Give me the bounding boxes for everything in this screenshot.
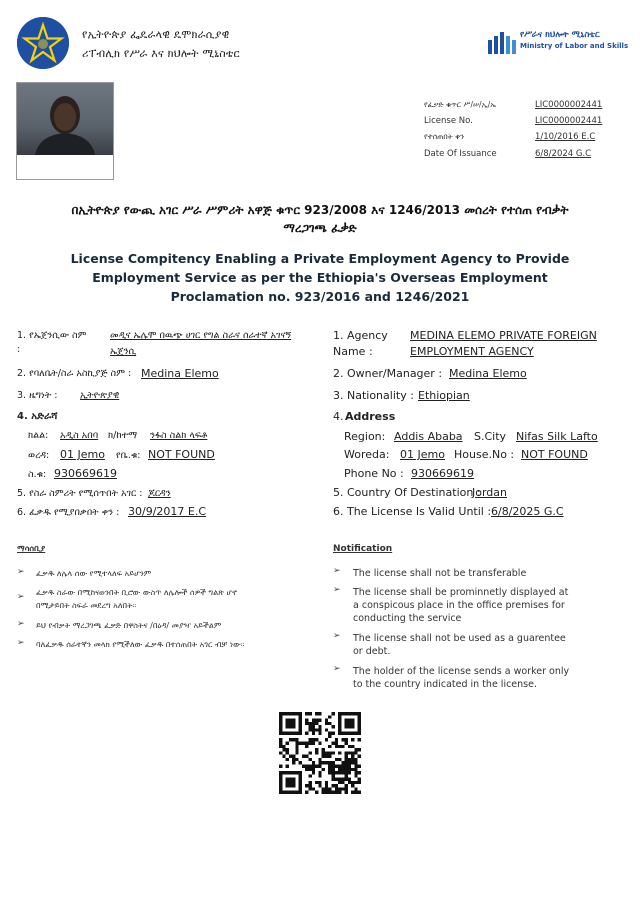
owner-value-am: Medina Elemo <box>141 367 219 380</box>
subcity-value: Nifas Silk Lafto <box>516 430 598 443</box>
note-am-4: ባለፈቃዱ ሰራተኛን መላክ የሚችለው ፈቃዱ በተሰጠበት አገር ብቻ ነው። <box>36 640 245 649</box>
phone-value-am: 930669619 <box>54 467 117 480</box>
region-label: Region: <box>344 430 386 443</box>
notes-heading: Notification <box>333 544 393 554</box>
bullet-arrow-icon: ➢ <box>17 592 25 602</box>
valid-until-value: 6/8/2025 G.C <box>491 505 564 518</box>
issue-date-label: Date Of Issuance <box>424 149 497 159</box>
nationality-value-am: ኢትዮጵያዊ <box>80 390 120 401</box>
note-3-line1: The license shall not be used as a guarentee <box>353 633 566 644</box>
title-en-line3: Proclamation no. 923/2016 and 1246/2021 <box>170 289 470 304</box>
title-am-line2: ማረጋገጫ ፈቃድ <box>283 221 357 235</box>
ministry-logo-text <box>520 30 628 52</box>
note-am-1: ፈቃዱ ለሌላ ሰው የሚተላለፍ አይሆንም <box>36 569 152 578</box>
bullet-arrow-icon: ➢ <box>333 585 341 595</box>
qr-code <box>279 712 361 794</box>
agency-name-value-2: EMPLOYMENT AGENCY <box>410 345 534 358</box>
region-value: Addis Ababa <box>394 430 463 443</box>
bullet-arrow-icon: ➢ <box>17 567 25 577</box>
address-label: Address <box>345 410 396 423</box>
note-2-line2: a conspicous place in the office premises for <box>353 600 565 611</box>
woreda-value: 01 Jemo <box>400 448 445 461</box>
house-value-am: NOT FOUND <box>148 448 215 461</box>
region-label-am: ክልል: <box>28 430 49 441</box>
notes-heading-am: ማሳሰቢያ <box>17 544 46 553</box>
note-am-2-line2: በሚታይበት ስፍራ መደረግ አለበት። <box>36 601 137 610</box>
owner-value: Medina Elemo <box>449 367 527 380</box>
logo-text-am: የሥራና ክህሎት ሚኒስቴር <box>520 30 600 40</box>
valid-until-label: 6. The License Is Valid Until : <box>333 505 492 518</box>
issue-date-value: 6/8/2024 G.C <box>535 149 592 159</box>
holder-photo <box>16 82 114 180</box>
phone-value: 930669619 <box>411 467 474 480</box>
title-en-line2: Employment Service as per the Ethiopia's Overseas Employment <box>92 270 548 285</box>
woreda-value-am: 01 Jemo <box>60 448 105 461</box>
subcity-label-am: ክ/ከተማ <box>108 430 138 441</box>
license-no-label-am: የፈቃድ ቁጥር ሥ/ሠ/ኢ/ኤ <box>424 100 496 109</box>
bullet-arrow-icon: ➢ <box>17 638 25 648</box>
logo-text-en: Ministry of Labor and Skills <box>520 42 629 50</box>
agency-name-value-am-1: መዲና ኤሌሞ በዉጭ ሀገር የግል ስራና ሰራተኛ አገናኝ <box>110 330 292 341</box>
ministry-name-am-line1: የኢትዮጵያ ፌዴራላዊ ዴሞክራሲያዊ <box>82 28 230 41</box>
woreda-label: Woreda: <box>344 448 390 461</box>
note-1: The license shall not be transferable <box>353 568 527 579</box>
bullet-arrow-icon: ➢ <box>17 619 25 629</box>
ministry-bars-icon <box>488 30 516 56</box>
note-2-line3: conducting the service <box>353 613 462 624</box>
title-en-line1: License Compitency Enabling a Private Employment Agency to Provide <box>70 251 570 266</box>
valid-until-label-am: 6. ፈቃዱ የሚያበቃበት ቀን : <box>17 507 120 518</box>
nationality-value: Ethiopian <box>418 389 470 402</box>
nationality-label-am: 3. ዜግነት : <box>17 390 58 401</box>
bullet-arrow-icon: ➢ <box>333 631 341 641</box>
destination-value-am: ጆርዳን <box>148 488 171 499</box>
note-3-line2: or debt. <box>353 646 391 657</box>
agency-name-label-1: 1. Agency <box>333 329 388 342</box>
phone-label-am: ስ.ቁ: <box>28 469 47 480</box>
note-2-line1: The license shall be prominnetly displayed at <box>353 587 569 598</box>
agency-name-label-am: 1. የኤጀንሲው ስም <box>17 330 87 341</box>
ministry-logo <box>488 28 629 58</box>
destination-label: 5. Country Of Destination : <box>333 486 481 499</box>
woreda-label-am: ወረዳ: <box>28 450 50 461</box>
ethiopia-emblem-logo <box>17 17 69 69</box>
phone-label: Phone No : <box>344 467 404 480</box>
license-no-value: LIC0000002441 <box>535 116 603 126</box>
holder-photo-image <box>17 83 113 155</box>
note-4-line2: to the country indicated in the license. <box>353 679 537 690</box>
subcity-label: S.City <box>474 430 507 443</box>
owner-label: 2. Owner/Manager : <box>333 367 443 380</box>
subcity-value-am: ንፋስ ስልክ ላፍቶ <box>150 430 208 441</box>
license-no-label: License No. <box>424 116 473 126</box>
nationality-label: 3. Nationality : <box>333 389 414 402</box>
agency-name-value-1: MEDINA ELEMO PRIVATE FOREIGN <box>410 329 597 342</box>
title-am-line1: በኢትዮጵያ የውጪ አገር ሥራ ሥምሪት አዋጅ ቁጥር 923/2008 እና 1246/2013 መሰረት የተሰጠ የብቃት <box>71 203 569 217</box>
agency-name-value-am-2: ኤጀንሲ <box>110 346 137 357</box>
address-label-am: 4. አድራሻ <box>17 411 58 422</box>
destination-value: Jordan <box>472 486 507 499</box>
house-label-am: የቤ.ቁ: <box>116 450 141 461</box>
house-label: House.No : <box>454 448 515 461</box>
agency-name-colon-am: : <box>17 344 21 355</box>
address-number: 4. <box>333 410 344 423</box>
note-am-3: ይህ የብቃት ማረጋገጫ ፈቃድ በዋስትና /በዕዳ/ መያዣ አይችልም <box>36 621 222 630</box>
owner-label-am: 2. የባለቤት/ስራ አስኪያጅ ስም : <box>17 368 132 379</box>
note-4-line1: The holder of the license sends a worker only <box>353 666 570 677</box>
agency-name-label-2: Name : <box>333 345 373 358</box>
issue-date-value-am: 1/10/2016 E.C <box>535 132 596 142</box>
ministry-name-am-line2: ሪፐብሊክ የሥራ እና ክህሎት ሚኒስቴር <box>82 47 240 60</box>
region-value-am: አዲስ አበባ <box>60 430 99 441</box>
bullet-arrow-icon: ➢ <box>333 566 341 576</box>
house-value: NOT FOUND <box>521 448 588 461</box>
bullet-arrow-icon: ➢ <box>333 664 341 674</box>
license-no-value-am: LIC0000002441 <box>535 100 603 110</box>
issue-date-label-am: የተሰጠበት ቀን <box>424 132 465 141</box>
note-am-2-line1: ፈቃዱ ስራው በሚከናወንበት ቢሮው ውስጥ ለሌሎች ሰዎች ግልጽ ሆኖ <box>36 588 237 597</box>
destination-label-am: 5. የስራ ስምሪት የሚሰጥበት አገር : <box>17 488 143 499</box>
valid-until-value-am: 30/9/2017 E.C <box>128 505 207 518</box>
